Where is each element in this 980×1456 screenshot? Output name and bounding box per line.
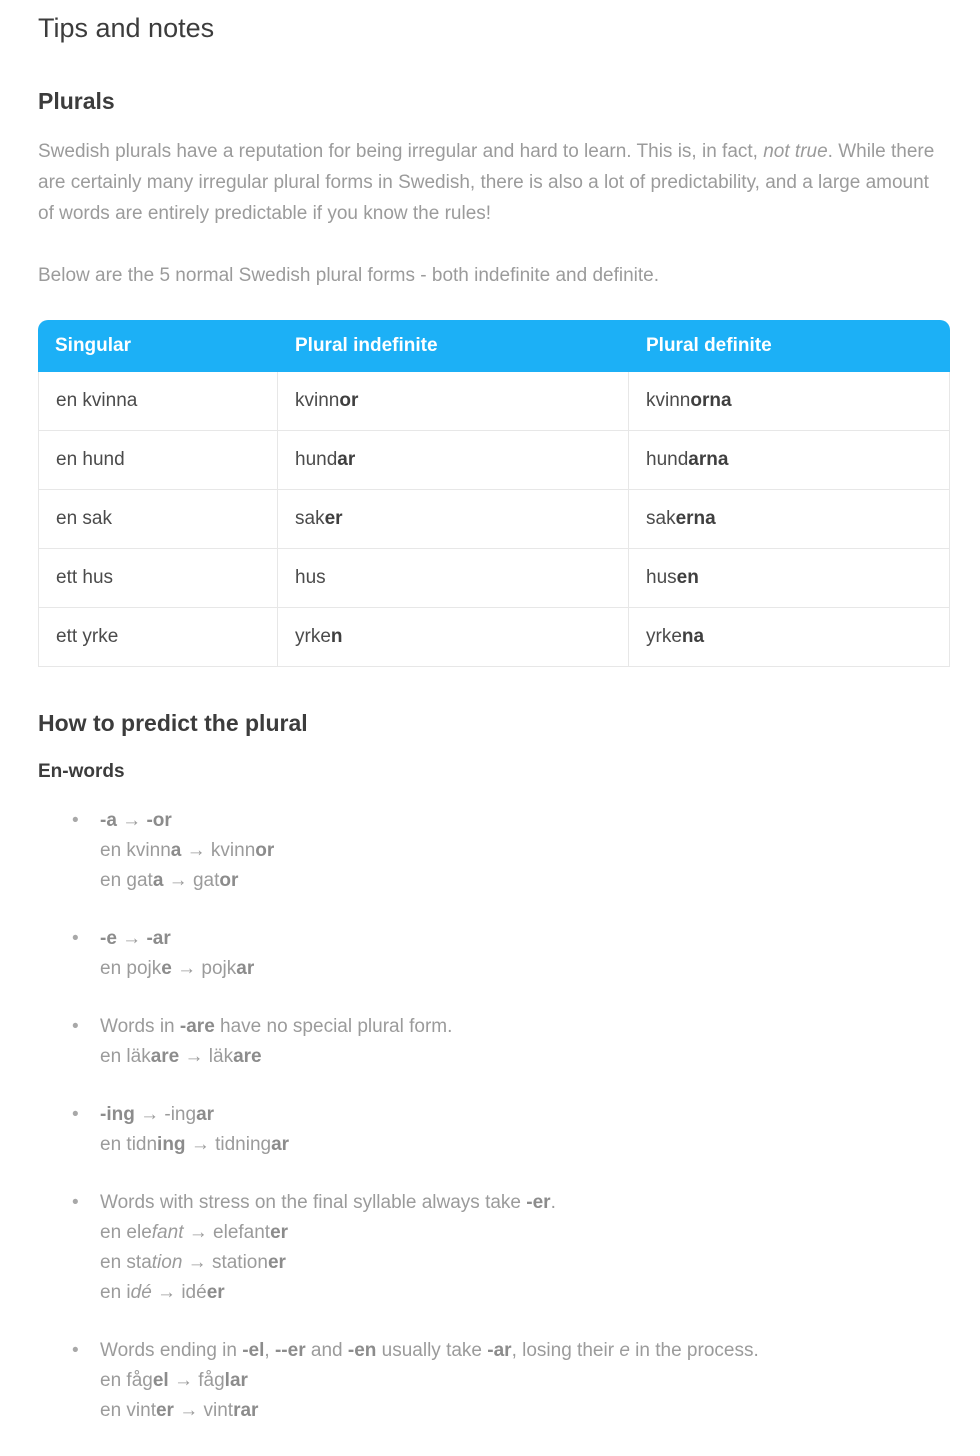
rule-line: en vinter → vintrar [100,1400,259,1421]
table-cell: saker [278,490,629,549]
rule-line: en station → stationer [100,1252,286,1273]
rule-line: • Words in -are have no special plural form. [100,1016,453,1037]
table-row [38,431,950,490]
table-cell: ett hus [38,549,278,608]
rule-item [72,1100,950,1160]
rule-item [72,1188,950,1308]
table-cell: yrkena [629,608,950,667]
page-title: Tips and notes [38,13,215,43]
rule-line: en pojke → pojkar [100,958,255,979]
section-plurals [38,87,950,667]
rule-item [72,924,950,984]
table-cell: husen [629,549,950,608]
table-row [38,372,950,431]
table-cell: en kvinna [38,372,278,431]
table-cell: ett yrke [38,608,278,667]
table-header-plural-definite: Plural definite [629,320,950,372]
table-row [38,549,950,608]
table-header-singular: Singular [38,320,278,372]
plurals-heading: Plurals [38,88,115,114]
rule-line: • -ing → -ingar [100,1104,215,1125]
table-cell: hundarna [629,431,950,490]
plurals-below-paragraph: Below are the 5 normal Swedish plural forms - both indefinite and definite. [38,265,660,286]
rule-line: en kvinna → kvinnor [100,840,275,861]
rule-line: en tidning → tidningar [100,1134,290,1155]
rule-line: en fågel → fåglar [100,1370,248,1391]
rule-line: • -a → -or [100,810,172,831]
rule-line: en elefant → elefanter [100,1222,289,1243]
rule-item [72,806,950,896]
rule-line: • Words ending in -el, --er and -en usually take -ar, losing their e in the process. [100,1340,759,1361]
rules-list [38,806,950,1426]
table-cell: sakerna [629,490,950,549]
table-body [38,372,950,667]
plurals-intro-paragraph: Swedish plurals have a reputation for being irregular and hard to learn. This is, in fact, not true. While there are certainly many irregular plural forms in Swedish, there is also a lot of predictability, and a large amount of words are entirely predictable if you know the rules! [38,141,935,224]
rule-line: • -e → -ar [100,928,171,949]
rule-line: • Words with stress on the final syllable always take -er. [100,1192,556,1213]
rule-item [72,1012,950,1072]
table-header-row [38,320,950,372]
rule-line: en gata → gator [100,870,239,891]
section-how-to-predict [38,709,950,1426]
table-row [38,608,950,667]
table-row [38,490,950,549]
table-cell: hundar [278,431,629,490]
table-cell: en hund [38,431,278,490]
en-words-heading: En-words [38,761,125,782]
table-cell: kvinnor [278,372,629,431]
table-cell: en sak [38,490,278,549]
table-cell: kvinnorna [629,372,950,431]
table-cell: yrken [278,608,629,667]
plural-forms-table [38,320,950,667]
table-cell: hus [278,549,629,608]
rule-item [72,1336,950,1426]
table-header-plural-indefinite: Plural indefinite [278,320,629,372]
how-to-predict-heading: How to predict the plural [38,710,308,736]
rule-line: en läkare → läkare [100,1046,262,1067]
rule-line: en idé → idéer [100,1282,225,1303]
